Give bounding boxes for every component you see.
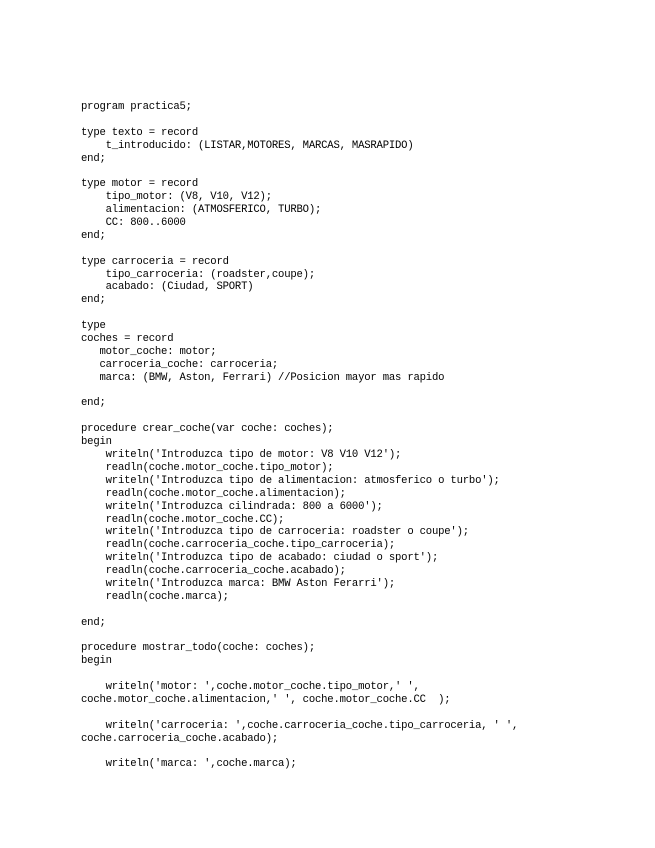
- code-line: [81, 630, 641, 643]
- code-line: readln(coche.motor_coche.alimentacion);: [81, 487, 346, 500]
- code-line: [81, 604, 641, 617]
- code-line: program practica5;: [81, 101, 192, 113]
- code-line: type: [81, 320, 106, 333]
- code-line: end;: [81, 294, 106, 307]
- code-line: marca: (BMW, Aston, Ferrari) //Posicion mayor mas rapido: [81, 371, 445, 384]
- code-line: coche.carroceria_coche.acabado);: [81, 732, 279, 745]
- code-line: [81, 707, 641, 720]
- code-line: begin: [81, 436, 112, 449]
- code-line: readln(coche.motor_coche.tipo_motor);: [81, 461, 334, 474]
- code-line: writeln('Introduzca tipo de acabado: ciudad o sport');: [81, 552, 439, 565]
- code-line: end;: [81, 152, 106, 165]
- code-line: CC: 800..6000: [81, 217, 186, 230]
- code-line: [81, 410, 641, 423]
- code-line: t_introducido: (LISTAR,MOTORES, MARCAS, MASRAPIDO): [81, 139, 414, 152]
- code-line: [81, 746, 641, 759]
- code-line: type carroceria = record: [81, 255, 229, 268]
- code-line: begin: [81, 655, 112, 668]
- code-line: motor_coche: motor;: [81, 345, 217, 358]
- code-line: [81, 385, 641, 398]
- code-line: readln(coche.carroceria_coche.acabado);: [81, 565, 346, 578]
- code-line: end;: [81, 397, 106, 410]
- code-line: writeln('Introduzca tipo de alimentacion: atmosferico o turbo');: [81, 474, 500, 487]
- code-line: writeln('Introduzca tipo de carroceria: roadster o coupe');: [81, 526, 469, 539]
- code-line: [81, 243, 641, 256]
- code-line: procedure mostrar_todo(coche: coches);: [81, 642, 315, 655]
- code-line: coche.motor_coche.alimentacion,' ', coche.motor_coche.CC );: [81, 693, 451, 706]
- code-line: [81, 668, 641, 681]
- code-line: readln(coche.motor_coche.CC);: [81, 513, 285, 526]
- code-line: tipo_carroceria: (roadster,coupe);: [81, 268, 315, 281]
- code-line: writeln('Introduzca cilindrada: 800 a 6000');: [81, 500, 383, 513]
- code-line: acabado: (Ciudad, SPORT): [81, 281, 254, 294]
- code-line: tipo_motor: (V8, V10, V12);: [81, 191, 272, 204]
- code-line: end;: [81, 616, 106, 629]
- code-line: readln(coche.carroceria_coche.tipo_carroceria);: [81, 539, 396, 552]
- code-line: writeln('motor: ',coche.motor_coche.tipo_motor,' ',: [81, 681, 420, 694]
- code-line: writeln('Introduzca tipo de motor: V8 V10 V12');: [81, 449, 402, 462]
- code-line: writeln('Introduzca marca: BMW Aston Ferarri');: [81, 577, 396, 590]
- code-line: [81, 114, 641, 127]
- code-line: type motor = record: [81, 178, 198, 191]
- code-line: writeln('carroceria: ',coche.carroceria_coche.tipo_carroceria, ' ',: [81, 719, 519, 732]
- code-line: readln(coche.marca);: [81, 590, 229, 603]
- code-line: procedure crear_coche(var coche: coches);: [81, 423, 334, 436]
- code-line: type texto = record: [81, 126, 198, 139]
- code-line: coches = record: [81, 333, 174, 346]
- code-line: carroceria_coche: carroceria;: [81, 358, 279, 371]
- code-line: writeln('marca: ',coche.marca);: [81, 758, 297, 771]
- code-line: end;: [81, 229, 106, 242]
- code-line: alimentacion: (ATMOSFERICO, TURBO);: [81, 204, 322, 217]
- code-line: [81, 165, 641, 178]
- code-listing: [81, 101, 641, 771]
- code-line: [81, 307, 641, 320]
